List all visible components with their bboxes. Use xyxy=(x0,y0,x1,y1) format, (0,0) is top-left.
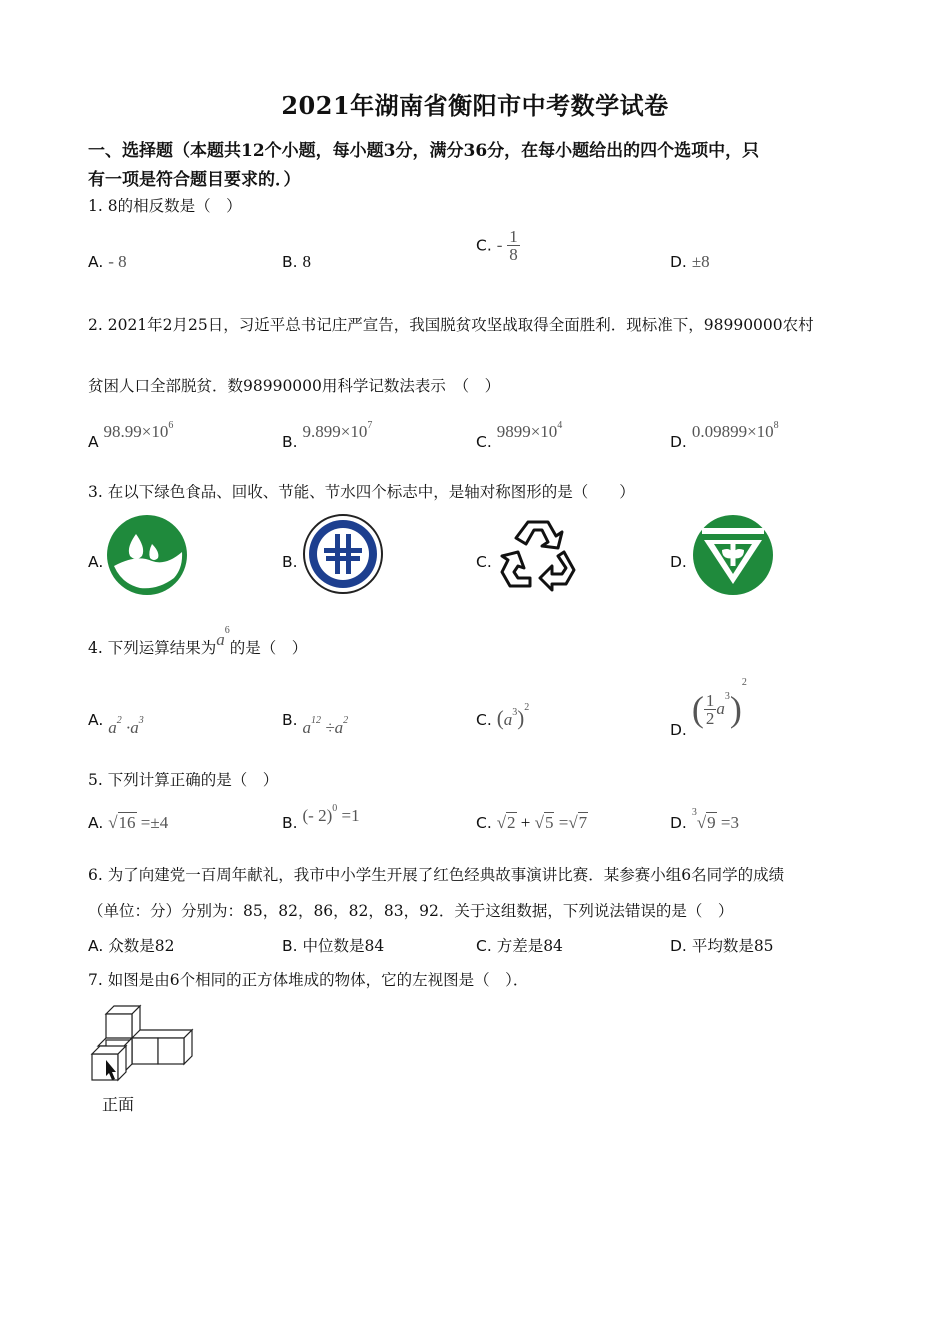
q2-option-b-label: B. xyxy=(282,433,298,451)
q4-option-d-exp: 3 xyxy=(724,690,730,702)
q1-option-b-value: 8 xyxy=(302,252,311,271)
q1-option-c-sign: - xyxy=(496,235,503,255)
section-heading-line1: 一、选择题（本题共12个小题，每小题3分，满分36分，在每小题给出的四个选项中，只 xyxy=(88,141,760,161)
q6-stem-line1: 6. 为了向建党一百周年献礼，我市中小学生开展了红色经典故事演讲比赛．某参赛小组6名同学的成绩 xyxy=(88,866,785,884)
q2-stem-line2: 贫困人口全部脱贫．数98990000用科学记数法表示 （ ） xyxy=(88,377,501,395)
q5-option-b-label: B. xyxy=(282,814,298,832)
q2-option-c-exp: 4 xyxy=(557,419,563,431)
q4-option-a-label: A. xyxy=(88,711,104,729)
q4-option-d-outer-exp: 2 xyxy=(741,676,747,688)
q1-option-a-label: A. xyxy=(88,253,104,271)
q3-option-d[interactable] xyxy=(670,553,687,571)
q5-option-a[interactable] xyxy=(88,813,168,833)
q2-option-a-label: A xyxy=(88,433,99,451)
q4-stem-exponent: 6 xyxy=(224,624,230,636)
q5-option-c-expression: √2 + √5 =√7 xyxy=(496,813,588,832)
q6-option-a-label: A. xyxy=(88,937,104,955)
q4-stem-variable: a xyxy=(216,630,225,649)
q2-option-c-base: 9899×10 xyxy=(496,422,558,441)
q2-option-c[interactable] xyxy=(476,419,563,451)
q2-option-d-exp: 8 xyxy=(773,419,779,431)
q2-option-d-label: D. xyxy=(670,433,687,451)
q6-stem-line2: （单位：分）分别为：85，82，86，82，83，92．关于这组数据，下列说法错误的是（ ） xyxy=(88,902,734,920)
q4-option-d-label: D. xyxy=(670,721,687,739)
q4-stem-pre: 4. 下列运算结果为 xyxy=(88,639,217,657)
q1-stem: 1. 8的相反数是（ ） xyxy=(88,197,242,215)
q2-option-b-base: 9.899×10 xyxy=(302,422,368,441)
q7-stem: 7. 如图是由6个相同的正方体堆成的物体，它的左视图是（ ）． xyxy=(88,971,529,989)
q4-option-a[interactable] xyxy=(88,710,144,737)
q2-option-d[interactable] xyxy=(670,419,779,451)
q4-option-d-term: a xyxy=(716,699,725,718)
q2-option-a-base: 98.99×10 xyxy=(103,422,169,441)
q3-option-c[interactable] xyxy=(476,553,492,571)
q5-option-b[interactable] xyxy=(282,803,360,832)
q2-option-a-exp: 6 xyxy=(168,419,174,431)
page-title: 2021年湖南省衡阳市中考数学试卷 xyxy=(281,91,669,120)
q5-option-a-expression: √16 =±4 xyxy=(108,813,169,832)
q3-option-d-label: D. xyxy=(670,553,687,571)
q4-option-b-label: B. xyxy=(282,711,298,729)
q1-option-d[interactable] xyxy=(670,252,710,272)
q3-option-a[interactable] xyxy=(88,553,103,571)
q3-option-b-label: B. xyxy=(282,553,298,571)
q3-option-c-label: C. xyxy=(476,553,492,571)
section-heading-line2: 有一项是符合题目要求的．） xyxy=(88,170,301,190)
q4-option-c[interactable] xyxy=(476,702,530,731)
q5-stem: 5. 下列计算正确的是（ ） xyxy=(88,771,279,789)
q2-option-a[interactable] xyxy=(88,419,174,451)
q4-option-c-expression: $(a^3)^2$ xyxy=(496,702,530,730)
cube-stack-figure xyxy=(88,1002,198,1088)
q3-option-a-label: A. xyxy=(88,553,104,571)
recycle-station-logo-icon xyxy=(302,512,384,596)
q6-option-a[interactable] xyxy=(88,934,174,956)
q4-option-b-expression: $a^{12} \div a^2$ xyxy=(302,715,349,737)
q2-stem-line1: 2. 2021年2月25日，习近平总书记庄严宣告，我国脱贫攻坚战取得全面胜利．现标准下，98990000农村 xyxy=(88,316,814,334)
q6-option-b-label: B. xyxy=(282,937,298,955)
water-saving-logo-icon xyxy=(692,514,774,596)
q1-option-a-value: - 8 xyxy=(108,252,127,271)
q1-option-c-label: C. xyxy=(476,236,492,255)
q2-option-c-label: C. xyxy=(476,433,492,451)
q4-option-b[interactable] xyxy=(282,710,349,737)
q4-stem xyxy=(88,624,308,658)
q1-option-d-value: ±8 xyxy=(691,252,710,271)
q3-stem: 3. 在以下绿色食品、回收、节能、节水四个标志中，是轴对称图形的是（ ） xyxy=(88,483,635,501)
green-food-logo-icon xyxy=(106,514,188,596)
q6-option-d-label: D. xyxy=(670,937,687,955)
q1-option-c-fraction xyxy=(507,228,520,263)
q1-option-b[interactable] xyxy=(282,252,311,272)
q6-option-d-text: 平均数是85 xyxy=(691,937,774,955)
q5-option-d[interactable] xyxy=(670,807,739,833)
q6-option-b[interactable] xyxy=(282,934,384,956)
front-view-label: 正面 xyxy=(102,1095,135,1114)
q1-option-d-label: D. xyxy=(670,253,687,271)
q6-option-c-text: 方差是84 xyxy=(496,937,563,955)
q2-option-d-base: 0.09899×10 xyxy=(691,422,774,441)
q3-option-b[interactable] xyxy=(282,553,298,571)
q6-option-a-text: 众数是82 xyxy=(108,937,175,955)
q4-option-a-term1: $a^2 \cdot a^3$ xyxy=(108,715,144,737)
q1-option-a[interactable] xyxy=(88,252,127,272)
q1-option-c-numerator: 1 xyxy=(509,227,518,246)
q6-option-c[interactable] xyxy=(476,934,563,956)
q5-option-c-label: C. xyxy=(476,814,492,832)
q2-option-b-exp: 7 xyxy=(367,419,373,431)
q6-option-d[interactable] xyxy=(670,934,774,956)
q5-option-c[interactable] xyxy=(476,813,588,833)
q5-option-d-expression: $^3$√9 =3 xyxy=(691,807,739,832)
q5-option-b-expression: (- 2)$^0$ =1 xyxy=(302,803,360,825)
q1-option-c[interactable] xyxy=(476,228,520,263)
q2-option-b[interactable] xyxy=(282,419,373,451)
q4-option-d-fraction: $\frac{1}{2}$ xyxy=(705,690,715,728)
q1-option-c-denominator: 8 xyxy=(509,245,518,264)
q4-stem-post: 的是（ ） xyxy=(229,639,308,657)
q4-option-c-label: C. xyxy=(476,711,492,729)
q1-option-b-label: B. xyxy=(282,253,298,271)
q6-option-c-label: C. xyxy=(476,937,492,955)
q5-option-a-label: A. xyxy=(88,814,104,832)
q5-option-d-label: D. xyxy=(670,814,687,832)
recycling-symbol-icon xyxy=(498,516,578,594)
q6-option-b-text: 中位数是84 xyxy=(302,937,385,955)
q4-option-d[interactable]: D. ( $\frac{1}{2}$ $a^3)^2$ xyxy=(670,676,747,739)
